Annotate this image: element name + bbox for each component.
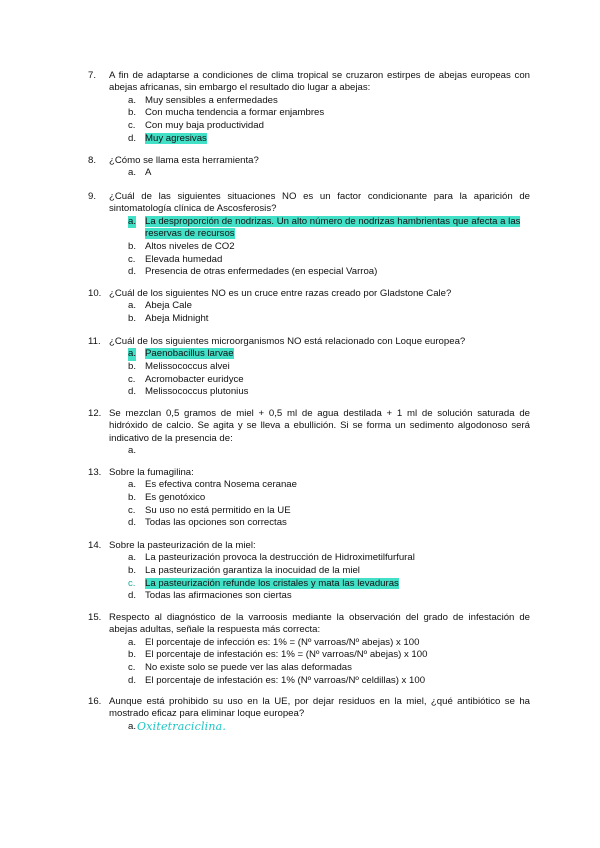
option-text: Con mucha tendencia a formar enjambres [145,107,325,119]
option-a [88,95,530,108]
question-text: ¿Cuál de las siguientes situaciones NO es un factor condicionante para la aparición de sintomatología clínica de Ascosferosis? [109,191,530,215]
option-letter: b. [128,565,137,576]
option-b [88,565,530,578]
option-text: La pasteurización refunde los cristales y mata las levaduras [145,577,399,589]
option-letter: c. [128,373,136,385]
question-number: 14. [88,540,102,551]
option-text: Todas las afirmaciones son ciertas [145,590,292,602]
option-letter: c. [128,253,136,265]
option-a [88,552,530,565]
question-text: ¿Cuál de los siguientes microorganismos NO está relacionado con Loque europea? [109,336,466,347]
option-text: Melissococcus alvei [145,361,230,372]
option-text: Su uso no está permitido en la UE [145,504,291,516]
question-number: 11. [88,336,101,347]
question-number: 10. [88,288,102,299]
option-text: Paenobacillus larvae [145,348,234,360]
option-text: La desproporción de nodrizas. Un alto número de nodrizas hambrientas que afecta a las reservas de recursos [145,215,521,240]
option-letter: c. [128,662,136,673]
option-b [88,241,530,254]
option-letter: a. [128,94,137,106]
option-letter: b. [128,241,137,252]
question-text: ¿Cuál de los siguientes NO es un cruce entre razas creado por Gladstone Cale? [109,288,452,299]
option-b [88,649,530,662]
option-text: Abeja Midnight [145,313,209,324]
option-letter: c. [128,120,136,131]
option-letter: b. [128,492,137,503]
options-list [88,479,530,529]
question-text: Respecto al diagnóstico de la varroosis mediante la observación del grado de infestación de abejas adultas, señale la respuesta más correcta: [109,612,530,636]
option-d [88,386,530,399]
option-letter: b. [128,313,137,324]
option-letter: a. [128,215,137,227]
options-list [88,300,530,325]
option-text: Melissococcus plutonius [145,386,249,398]
option-a [88,637,530,650]
question-14 [88,540,530,603]
option-c [88,374,530,387]
option-letter: c. [128,577,136,589]
option-text: Con muy baja productividad [145,120,264,131]
option-letter: a. [128,479,137,491]
question-text: Aunque está prohibido su uso en la UE, por dejar residuos en la miel, ¿qué antibiótico se ha mostrado eficaz para eliminar loque europea? [109,696,530,720]
option-d [88,590,530,603]
option-text: Es efectiva contra Nosema ceranae [145,479,297,491]
option-c [88,120,530,133]
question-15 [88,612,530,687]
option-b [88,361,530,374]
option-d [88,675,530,688]
option-b [88,313,530,326]
options-list [88,637,530,687]
option-letter: b. [128,649,137,661]
option-letter: d. [128,590,137,602]
question-number: 13. [88,467,102,478]
question-12 [88,408,530,457]
question-text: Sobre la fumagilina: [109,467,194,478]
option-letter: a. [128,445,137,457]
option-a [88,167,530,180]
option-text: La pasteurización provoca la destrucción de Hidroximetilfurfural [145,552,415,564]
option-c [88,505,530,518]
option-letter: d. [128,266,137,278]
option-text: Presencia de otras enfermedades (en especial Varroa) [145,266,378,278]
option-letter: a. [128,167,137,179]
question-text: Se mezclan 0,5 gramos de miel + 0,5 ml de agua destilada + 1 ml de solución saturada de hidróxido de calcio. Se agita y se lleva a ebullición. Si se forma un sedimento algodonoso será indicativo de la presencia de: [109,408,530,444]
option-d-highlighted [88,133,530,146]
option-c-highlighted [88,578,530,591]
option-letter: c. [128,504,136,516]
question-11 [88,336,530,399]
option-a-highlighted [88,348,530,361]
question-16 [88,696,530,734]
option-text: No existe solo se puede ver las alas deformadas [145,662,352,673]
question-number: 15. [88,612,102,623]
question-13 [88,467,530,530]
question-number: 12. [88,408,102,419]
option-b [88,492,530,505]
question-text: Sobre la pasteurización de la miel: [109,540,256,551]
option-text: Abeja Cale [145,300,192,312]
question-8 [88,155,530,180]
question-10 [88,288,530,326]
option-letter: d. [128,386,137,398]
handwritten-answer: Oxitetraciclina. [137,719,227,733]
option-text: La pasteurización garantiza la inocuidad de la miel [145,565,360,576]
option-a [88,300,530,313]
option-letter: a. [128,552,137,564]
option-text: Es genotóxico [145,492,206,503]
options-list [88,348,530,398]
option-letter: a. [128,348,137,360]
option-a [88,479,530,492]
option-text: El porcentaje de infestación es: 1% = (Nº varroas/Nº abejas) x 100 [145,649,428,661]
option-letter: b. [128,107,137,119]
option-text: Muy sensibles a enfermedades [145,94,278,106]
question-text: A fin de adaptarse a condiciones de clima tropical se cruzaron estirpes de abejas europeas con abejas africanas, sin embargo el resultado dio lugar a abejas: [109,70,530,94]
option-letter: a. [128,300,137,312]
option-a-highlighted [88,216,530,241]
option-letter: d. [128,674,137,686]
option-b [88,107,530,120]
option-text: Elevada humedad [145,253,223,265]
question-text: ¿Cómo se llama esta herramienta? [109,155,259,166]
options-list [88,216,530,279]
option-a [88,721,530,735]
question-number: 7. [88,70,97,81]
options-list [88,95,530,145]
option-text: El porcentaje de infección es: 1% = (Nº varroas/Nº abejas) x 100 [145,636,420,648]
question-number: 9. [88,191,97,202]
option-letter: b. [128,361,137,372]
question-number: 16. [88,696,102,707]
options-list [88,552,530,602]
option-letter: a. [128,636,137,648]
option-text: Altos niveles de CO2 [145,241,235,252]
question-7 [88,70,530,145]
option-d [88,266,530,279]
option-text: El porcentaje de infestación es: 1% (Nº varroas/Nº celdillas) x 100 [145,674,426,686]
option-text: Acromobacter euridyce [145,373,244,385]
options-list [88,167,530,180]
option-c [88,662,530,675]
option-d [88,517,530,530]
question-number: 8. [88,155,97,166]
question-9 [88,191,530,279]
option-c [88,254,530,267]
option-letter: d. [128,132,137,144]
option-text: A [145,167,152,179]
option-text: Todas las opciones son correctas [145,517,287,529]
options-list [88,721,530,735]
option-letter: a. [128,720,137,732]
option-letter: d. [128,517,137,529]
option-text: Muy agresivas [145,132,207,144]
